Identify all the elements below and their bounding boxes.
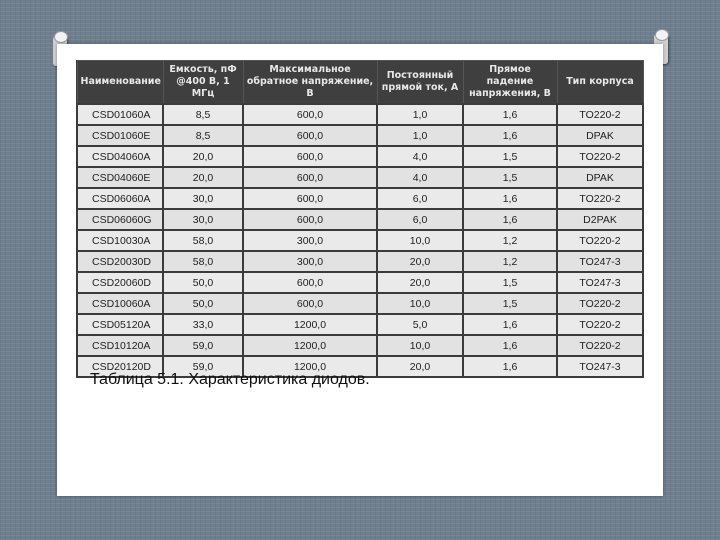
cell-forward-voltage-drop: 1,6 [463,335,557,356]
cell-capacitance: 50,0 [163,293,243,314]
cell-reverse-voltage: 600,0 [243,188,377,209]
cell-forward-voltage-drop: 1,2 [463,230,557,251]
column-header-name: Наименование [77,61,163,105]
cell-name: CSD04060E [77,167,163,188]
table-row [77,335,643,356]
cell-capacitance: 50,0 [163,272,243,293]
cell-forward-voltage-drop: 1,5 [463,293,557,314]
table-row [77,251,643,272]
cell-reverse-voltage: 600,0 [243,104,377,125]
cell-forward-voltage-drop: 1,6 [463,209,557,230]
cell-capacitance: 20,0 [163,146,243,167]
cell-reverse-voltage: 600,0 [243,293,377,314]
cell-forward-voltage-drop: 1,2 [463,251,557,272]
cell-name: CSD06060A [77,188,163,209]
cell-package: TO220-2 [557,188,643,209]
cell-forward-voltage-drop: 1,6 [463,125,557,146]
cell-forward-current: 1,0 [377,104,463,125]
cell-forward-current: 10,0 [377,230,463,251]
cell-forward-voltage-drop: 1,6 [463,188,557,209]
column-header-package: Тип корпуса [557,61,643,105]
table-row [77,188,643,209]
cell-reverse-voltage: 300,0 [243,251,377,272]
table-row [77,293,643,314]
column-header-capacitance: Емкость, пФ @400 В, 1 МГц [163,61,243,105]
table-row [77,272,643,293]
cell-capacitance: 30,0 [163,188,243,209]
cell-forward-current: 20,0 [377,251,463,272]
table-row [77,104,643,125]
table-header-row [77,61,643,105]
column-header-forward-current: Постоянный прямой ток, А [377,61,463,105]
cell-capacitance: 8,5 [163,104,243,125]
cell-forward-current: 4,0 [377,167,463,188]
cell-name: CSD10060A [77,293,163,314]
cell-package: TO247-3 [557,356,643,377]
cell-forward-voltage-drop: 1,5 [463,272,557,293]
cell-package: TO220-2 [557,146,643,167]
cell-capacitance: 59,0 [163,356,243,377]
cell-capacitance: 58,0 [163,230,243,251]
cell-forward-voltage-drop: 1,6 [463,104,557,125]
cell-name: CSD20060D [77,272,163,293]
cell-name: CSD06060G [77,209,163,230]
cell-forward-voltage-drop: 1,6 [463,314,557,335]
cell-package: TO220-2 [557,335,643,356]
cell-forward-current: 6,0 [377,188,463,209]
cell-forward-voltage-drop: 1,6 [463,356,557,377]
cell-reverse-voltage: 600,0 [243,146,377,167]
cell-package: TO220-2 [557,314,643,335]
cell-capacitance: 8,5 [163,125,243,146]
cell-reverse-voltage: 1200,0 [243,356,377,377]
cell-name: CSD04060A [77,146,163,167]
cell-name: CSD05120A [77,314,163,335]
cell-package: DPAK [557,125,643,146]
cell-reverse-voltage: 600,0 [243,209,377,230]
diode-table [76,60,644,378]
cell-name: CSD20120D [77,356,163,377]
cell-package: D2PAK [557,209,643,230]
cell-package: TO247-3 [557,272,643,293]
cell-forward-voltage-drop: 1,5 [463,167,557,188]
table-row [77,146,643,167]
cell-capacitance: 30,0 [163,209,243,230]
table-caption: Таблица 5.1. Характеристика диодов. [90,371,370,388]
cell-forward-current: 20,0 [377,356,463,377]
cell-name: CSD01060E [77,125,163,146]
cell-forward-current: 10,0 [377,335,463,356]
cell-forward-current: 20,0 [377,272,463,293]
cell-package: TO220-2 [557,293,643,314]
cell-reverse-voltage: 600,0 [243,125,377,146]
cell-package: TO220-2 [557,230,643,251]
cell-name: CSD10120A [77,335,163,356]
cell-forward-current: 10,0 [377,293,463,314]
cell-forward-current: 5,0 [377,314,463,335]
column-header-reverse-voltage: Максимальное обратное напряжение, В [243,61,377,105]
cell-package: TO220-2 [557,104,643,125]
cell-forward-current: 1,0 [377,125,463,146]
cell-package: DPAK [557,167,643,188]
cell-name: CSD20030D [77,251,163,272]
cell-reverse-voltage: 1200,0 [243,314,377,335]
cell-package: TO247-3 [557,251,643,272]
cell-capacitance: 33,0 [163,314,243,335]
table-body [77,104,643,377]
table-row [77,230,643,251]
column-header-forward-voltage-drop: Прямое падение напряжения, В [463,61,557,105]
cell-reverse-voltage: 1200,0 [243,335,377,356]
cell-name: CSD01060A [77,104,163,125]
diode-table-image [76,60,642,373]
cell-forward-current: 4,0 [377,146,463,167]
table-row [77,125,643,146]
table-row [77,209,643,230]
cell-reverse-voltage: 600,0 [243,272,377,293]
cell-reverse-voltage: 300,0 [243,230,377,251]
table-row [77,167,643,188]
cell-capacitance: 59,0 [163,335,243,356]
cell-forward-current: 6,0 [377,209,463,230]
cell-name: CSD10030A [77,230,163,251]
cell-forward-voltage-drop: 1,5 [463,146,557,167]
cell-capacitance: 58,0 [163,251,243,272]
cell-reverse-voltage: 600,0 [243,167,377,188]
cell-capacitance: 20,0 [163,167,243,188]
table-row [77,314,643,335]
